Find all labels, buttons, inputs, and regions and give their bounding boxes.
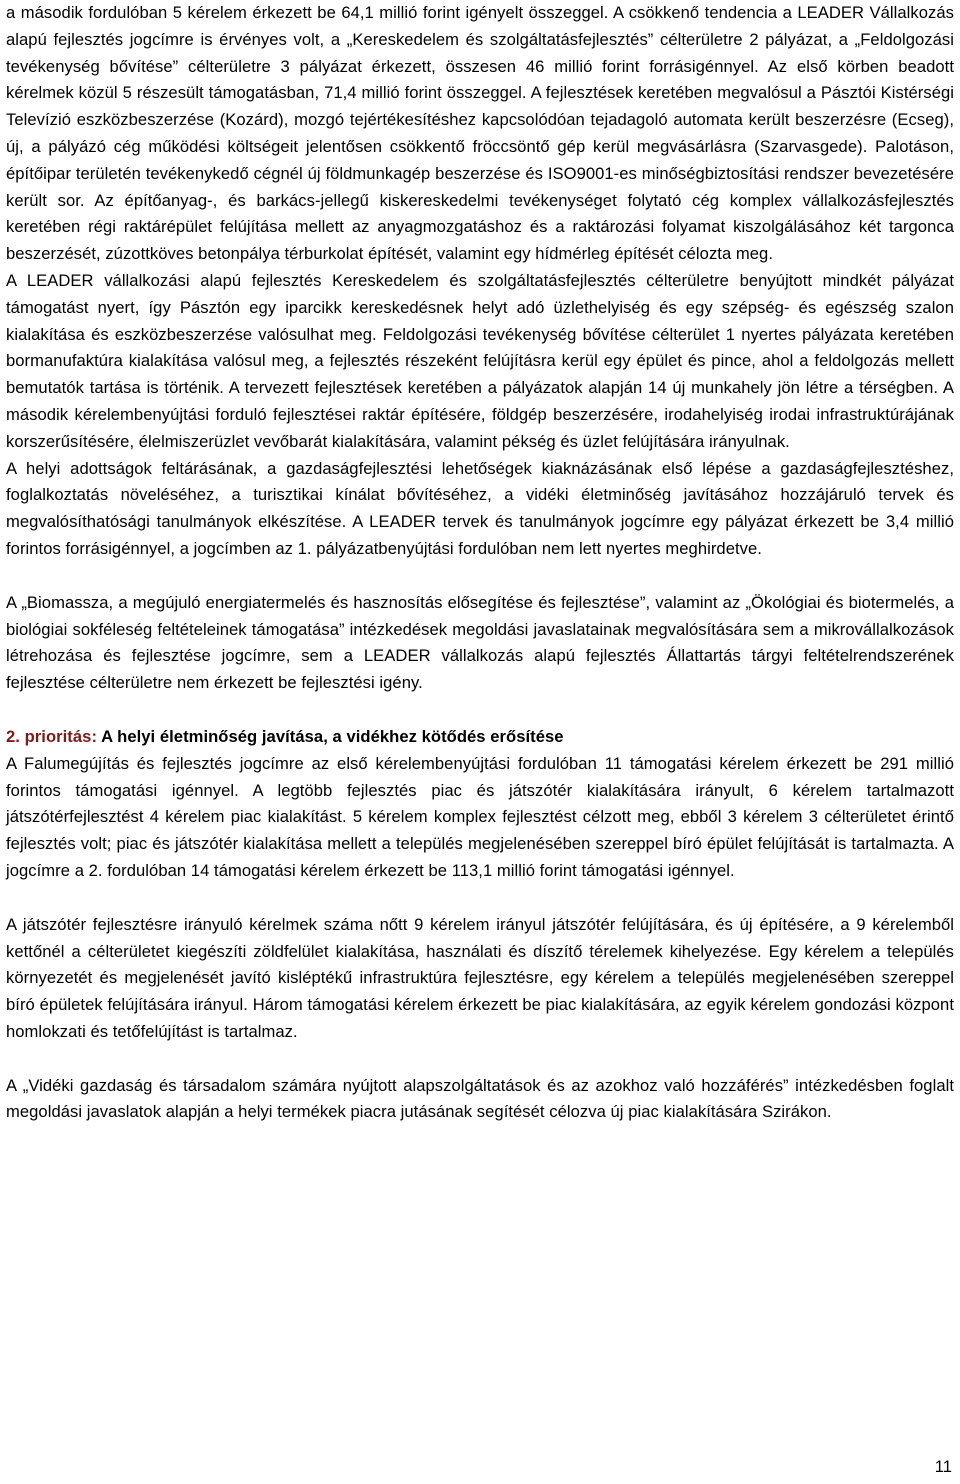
paragraph-leader-applications: a második fordulóban 5 kérelem érkezett be 64,1 millió forint igényelt összeggel. A csökkenő tendencia a LEADER Vállalkozás alapú fejlesztés jogcímre is érvényes volt, a „Kereskedelem és szolgáltatásfejlesztés” célterületre 2 pályázat, a „Feldolgozási tevékenység bővítése” célterületre 3 pályázat érkezett, összesen 46 millió forint forrásigénnyel. Az első körben beadott kérelmek közül 5 részesült támogatásban, 71,4 millió forint összeggel. A fejlesztések keretében megvalósul a Pásztói Kistérségi Televízió eszközbeszerzése (Kozárd), mozgó tejértékesítéshez kapcsolódóan tejadagoló automata került beszerzésre (Ecseg), új, a pályázó cég működési költségeit jelentősen csökkentő fröccsöntő gép kerül megvásárlásra (Szarvasgede). Palotáson, építőipar területén tevékenykedő cégnél új földmunkagép beszerzése és ISO9001-es minőségbiztosítási rendszer bevezetésére került sor. Az építőanyag-, és barkács-jellegű kiskereskedelmi tevékenységet folytató cég komplex vállalkozásfejlesztés keretében régi raktárépület felújítása mellett az anyagmozgatáshoz és a raktározási folyamat kiszolgálásához két targonca beszerzését, zúzottköves betonpálya térburkolat építését, valamint egy hídmérleg építését célozta meg.	[6, 3, 954, 264]
document-page	[6, 0, 954, 1126]
paragraph-village-renewal: A Falumegújítás és fejlesztés jogcímre az első kérelembenyújtási fordulóban 11 támogatási kérelem érkezett be 291 millió forintos támogatási igénnyel. A legtöbb fejlesztés piac és játszótér kialakítására irányult, 6 kérelem tartalmazott játszótérfejlesztést 4 kérelem piac kialakítást. 5 kérelem komplex fejlesztést célzott meg, ebből 3 kérelem 3 célterületet érintő fejlesztés volt; piac és játszótér kialakítása mellett a település megjelenésében szereppel bíró épület felújítását is tartalmazta. A jogcímre a 2. fordulóban 14 támogatási kérelem érkezett be 113,1 millió forint támogatási igénnyel.	[6, 753, 954, 880]
page-number: 11	[934, 1457, 952, 1476]
spacer	[6, 885, 954, 912]
spacer	[6, 563, 954, 590]
paragraph-playground: A játszótér fejlesztésre irányuló kérelmek száma nőtt 9 kérelem irányul játszótér felújítására, és új építésére, a 9 kérelemből kettőnél a célterületet kiegészíti zöldfelület kialakítása, használati és díszítő térelemek kihelyezése. Egy kérelem a település környezetét és megjelenését javító kisléptékű infrastruktúra fejlesztésre, egy kérelem a település megjelenésében szereppel bíró épületek felújítására irányul. Három támogatási kérelem érkezett be piac kialakítására, az egyik kérelem gondozási központ homlokzati és tetőfelújítást is tartalmaz.	[6, 914, 954, 1041]
paragraph-basic-services: A „Vidéki gazdaság és társadalom számára nyújtott alapszolgáltatások és az azokhoz való hozzáférés” intézkedésben foglalt megoldási javaslatok alapján a helyi termékek piacra jutásának segítését célozva új piac kialakítására Szirákon.	[6, 1075, 954, 1122]
spacer	[6, 697, 954, 724]
paragraph-plans-studies: A helyi adottságok feltárásának, a gazdaságfejlesztési lehetőségek kiaknázásának első lépése a gazdaságfejlesztéshez, foglalkoztatás növeléséhez, a turisztikai kínálat bővítéséhez, a vidéki életminőség javításához hozzájáruló tervek és megvalósíthatósági tanulmányok elkészítése. A LEADER tervek és tanulmányok jogcímre egy pályázat érkezett be 3,4 millió forintos forrásigénnyel, a jogcímben az 1. pályázatbenyújtási fordulóban nem lett nyertes meghirdetve.	[6, 458, 954, 558]
section-heading-title: A helyi életminőség javítása, a vidékhez kötődés erősítése	[101, 726, 564, 746]
section-heading	[6, 724, 954, 751]
paragraph-biomass: A „Biomassza, a megújuló energiatermelés és hasznosítás elősegítése és fejlesztése”, valamint az „Ökológiai és biotermelés, a biológiai sokféleség feltételeinek támogatása” intézkedések megoldási javaslatainak megvalósítására sem a mikrovállalkozások létrehozása és fejlesztése jogcímre, sem a LEADER vállalkozás alapú fejlesztés Állattartás tárgyi feltételrendszerének fejlesztése célterületre nem érkezett be fejlesztési igény.	[6, 592, 954, 693]
spacer	[6, 1046, 954, 1073]
section-heading-prefix: 2. prioritás:	[6, 726, 102, 746]
paragraph-leader-winners: A LEADER vállalkozási alapú fejlesztés Kereskedelem és szolgáltatásfejlesztés célterületre benyújtott mindkét pályázat támogatást nyert, így Pásztón egy iparcikk kereskedésnek helyt adó üzlethelyiség és egy szépség- és egészség szalon kialakítása és eszközbeszerzése valósulhat meg. Feldolgozási tevékenység bővítése célterület 1 nyertes pályázata keretében bormanufaktúra kialakítása valósul meg, a fejlesztés részeként felújításra kerül egy épület és pince, ahol a feldolgozás mellett bemutatók tartása is történik. A tervezett fejlesztések keretében a pályázatok alapján 14 új munkahely jön létre a térségben. A második kérelembenyújtási forduló fejlesztései raktár építésére, földgép beszerzésére, irodahelyiség irodai infrastruktúrájának korszerűsítésére, élelmiszerüzlet vevőbarát kialakítására, valamint pékség és üzlet felújítására irányulnak.	[6, 270, 954, 451]
